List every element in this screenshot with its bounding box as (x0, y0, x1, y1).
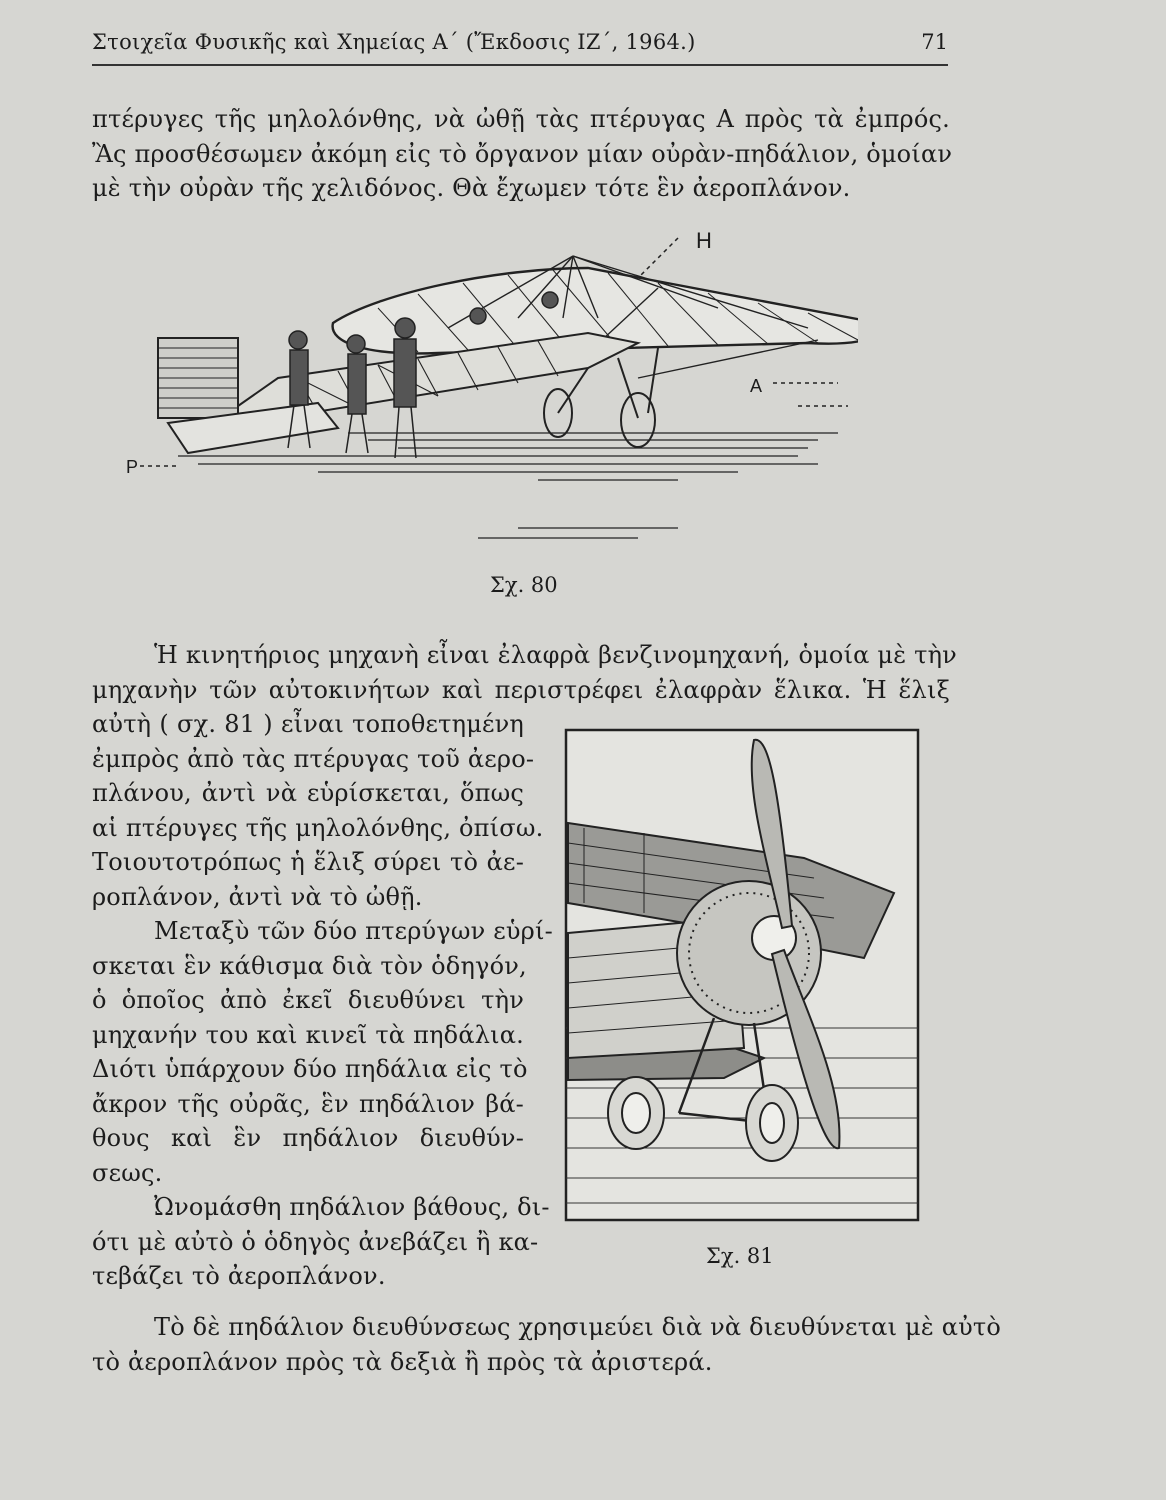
text-line: αὐτὴ ( σχ. 81 ) εἶναι τοποθετημένη (92, 710, 524, 738)
text-line: Μεταξὺ τῶν δύο πτερύγων εὑρί- (154, 917, 553, 945)
text-line: ὁ ὁποῖος ἀπὸ ἐκεῖ διευθύνει τὴν (92, 986, 524, 1014)
text-line: Τοιουτοτρόπως ἡ ἕλιξ σύρει τὸ ἀε- (92, 848, 524, 876)
text-line: τὸ ἀεροπλάνον πρὸς τὰ δεξιὰ ἢ πρὸς τὰ ἀριστερά. (92, 1347, 713, 1376)
text-line: σκεται ἓν κάθισμα διὰ τὸν ὁδηγόν, (92, 951, 527, 980)
text-line: αἱ πτέρυγες τῆς μηλολόνθης, ὀπίσω. (92, 813, 544, 842)
text-line: τεβάζει τὸ ἀεροπλάνον. (92, 1262, 386, 1290)
running-header (92, 28, 948, 66)
label-P: Ρ (126, 457, 139, 477)
text-line: θους καὶ ἓν πηδάλιον διευθύν- (92, 1124, 524, 1152)
figure-81-propeller-illustration (564, 728, 924, 1228)
paragraph-4 (92, 1310, 1002, 1379)
ground-hatching (178, 433, 838, 538)
text-line: Ἂς προσθέσωμεν ἀκόμη εἰς τὸ ὄργανον μίαν οὐρὰν-πηδάλιον, ὁμοίαν (92, 139, 953, 168)
header-title: Στοιχεῖα Φυσικῆς καὶ Χημείας Α΄ (Ἔκδοσις ΙΖ΄, 1964.) (92, 30, 696, 54)
text-line: Διότι ὑπάρχουν δύο πηδάλια εἰς τὸ (92, 1055, 528, 1083)
text-line: πτέρυγες τῆς μηλολόνθης, νὰ ὠθῇ τὰς πτέρυγας Α πρὸς τὰ ἐμπρός. (92, 105, 950, 133)
text-line: μηχανὴν τῶν αὐτοκινήτων καὶ περιστρέφει ἐλαφρὰν ἕλικα. Ἡ ἕλιξ (92, 675, 950, 704)
label-H: Η (696, 228, 712, 253)
text-line: Ἡ κινητήριος μηχανὴ εἶναι ἐλαφρὰ βενζινομηχανή, ὁμοία μὲ τὴν (154, 641, 957, 669)
text-line: ροπλάνον, ἀντὶ νὰ τὸ ὠθῇ. (92, 882, 423, 911)
paragraph-1 (92, 102, 953, 206)
text-line: πλάνου, ἀντὶ νὰ εὑρίσκεται, ὅπως (92, 779, 524, 807)
text-line: ἄκρον τῆς οὐρᾶς, ἓν πηδάλιον βά- (92, 1089, 524, 1118)
text-line: Τὸ δὲ πηδάλιον διευθύνσεως χρησιμεύει διὰ νὰ διευθύνεται μὲ αὐτὸ (154, 1313, 1002, 1341)
text-line: μηχανήν του καὶ κινεῖ τὰ πηδάλια. (92, 1020, 524, 1049)
text-line: ἐμπρὸς ἀπὸ τὰς πτέρυγας τοῦ ἀερο- (92, 744, 535, 773)
figure-81-caption: Σχ. 81 (706, 1244, 774, 1268)
paragraph-3 (92, 707, 553, 1294)
label-A: Α (750, 376, 763, 396)
text-line: ότι μὲ αὐτὸ ὁ ὁδηγὸς ἀνεβάζει ἢ κα- (92, 1227, 539, 1256)
text-line: μὲ τὴν οὐρὰν τῆς χελιδόνος. Θὰ ἔχωμεν τότε ἓν ἀεροπλάνον. (92, 174, 851, 202)
text-line: σεως. (92, 1158, 163, 1187)
figure-80-caption: Σχ. 80 (490, 573, 558, 597)
paragraph-2 (92, 638, 957, 707)
figure-80-airplane-illustration (118, 228, 858, 558)
page-number: 71 (921, 30, 948, 54)
text-line: Ὠνομάσθη πηδάλιον βάθους, δι- (154, 1193, 550, 1221)
